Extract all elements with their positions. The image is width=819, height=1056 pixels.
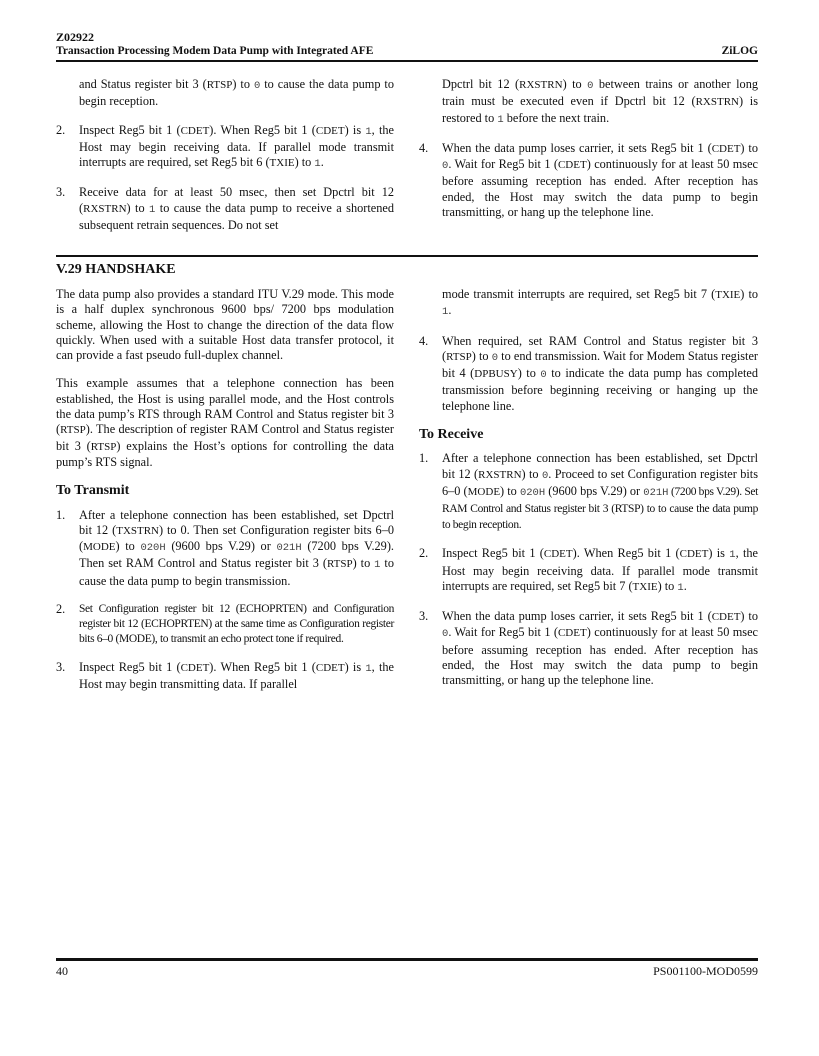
page-header [56,31,758,58]
intro-paragraph: The data pump also provides a standard ITU V.29 mode. This mode is a half duplex synchronous 9600 bps/ 7200 bps modulation scheme, allowing the Host to change the direction of the data flow quickly. When used with a suitable Host data transfer protocol, it can provide a fast pseudo full-duplex channel. [56,287,394,363]
header-rule [56,60,758,62]
left-column [56,287,394,706]
top-left-column [56,77,394,246]
continued-text: mode transmit interrupts are required, set Reg5 bit 7 (TXIE) to 1. [442,287,759,319]
page-number: 40 [56,964,68,978]
continued-text-right: Dpctrl bit 12 (RXSTRN) to 0 between trains or another long train must be executed even if Dpctrl bit 12 (RXSTRN) is restored to 1 before the next train. [442,77,758,126]
list-item: 1. After a telephone connection has been established, set Dpctrl bit 12 (TXSTRN) to 0. Then set Configuration register bits 6–0 (MODE) to 020H (9600 bps V.29) or 021H (7200 bps V.29). Then set RAM Control and Status register bit 3 (RTSP) to 1 to cause the data pump to begin transmission. [56,507,394,588]
list-item: 2. Inspect Reg5 bit 1 (CDET). When Reg5 bit 1 (CDET) is 1, the Host may begin receiving data. If parallel mode transmit interrupts are required, set Reg5 bit 7 (TXIE) to 1. [419,546,758,594]
doc-number: Z02922 [56,30,95,44]
page-footer [56,964,758,979]
list-item: 4. When the data pump loses carrier, it sets Reg5 bit 1 (CDET) to 0. Wait for Reg5 bit 1 (CDET) continuously for at least 50 msec before assuming reception has ended. After reception has ended, the Host may switch the data pump to begin transmitting, or hang up the telephone line. [419,140,758,220]
section-title: V.29 HANDSHAKE [56,262,176,277]
list-item: 2. Set Configuration register bit 12 (ECHOPRTEN) and Configuration register bit 12 (ECHOPRTEN) at the same time as Configuration register bits 6–0 (MODE), to transmit an echo protect tone if required. [56,602,394,646]
continued-text-left: and Status register bit 3 (RTSP) to 0 to cause the data pump to begin reception. [79,77,395,109]
doc-code: PS001100-MOD0599 [653,964,758,978]
right-column [419,287,758,702]
assumption-paragraph: This example assumes that a telephone connection has been established, the Host is using parallel mode, and the Host controls the data pump’s RTS through RAM Control and Status register bit 3 (RTSP). The description of register RAM Control and Status register bit 3 (RTSP) explains the Host’s options for controlling the data pump’s RTS signal. [56,376,395,469]
transmit-heading: To Transmit [56,483,130,499]
list-item: 3. Inspect Reg5 bit 1 (CDET). When Reg5 bit 1 (CDET) is 1, the Host may begin transmitting data. If parallel [56,660,394,692]
brand-name: ZiLOG [721,45,758,57]
header-row [56,44,758,58]
section-rule [56,255,758,257]
receive-heading: To Receive [419,427,484,443]
list-item: 3. Receive data for at least 50 msec, then set Dpctrl bit 12 (RXSTRN) to 1 to cause the data pump to receive a shortened subsequent retrain sequences. Do not set [56,185,394,233]
list-item: 3. When the data pump loses carrier, it sets Reg5 bit 1 (CDET) to 0. Wait for Reg5 bit 1 (CDET) continuously for at least 50 msec before assuming reception has ended. After reception has ended, the Host may switch the data pump to begin transmitting, or hang up the telephone line. [419,609,758,688]
list-item: 4. When required, set RAM Control and Status register bit 3 (RTSP) to 0 to end transmission. Wait for Modem Status register bit 4 (DPBUSY) to 0 to indicate the data pump has completed transmission before beginning receiving or hanging up the telephone line. [419,333,758,413]
footer-rule [56,958,758,961]
list-item: 1. After a telephone connection has been established, set Dpctrl bit 12 (RXSTRN) to 0. Proceed to set Configuration register bits 6–0 (MODE) to 020H (9600 bps V.29) or 021H (7200 bps V.29). Set RAM Control and Status register bit 3 (RTSP) to to cause the data pump to begin reception. [419,451,759,532]
doc-title: Transaction Processing Modem Data Pump with Integrated AFE [56,45,374,57]
top-right-column [419,77,758,233]
list-item: 2. Inspect Reg5 bit 1 (CDET). When Reg5 bit 1 (CDET) is 1, the Host may begin receiving data. If parallel mode transmit interrupts are required, set Reg5 bit 6 (TXIE) to 1. [56,122,394,171]
